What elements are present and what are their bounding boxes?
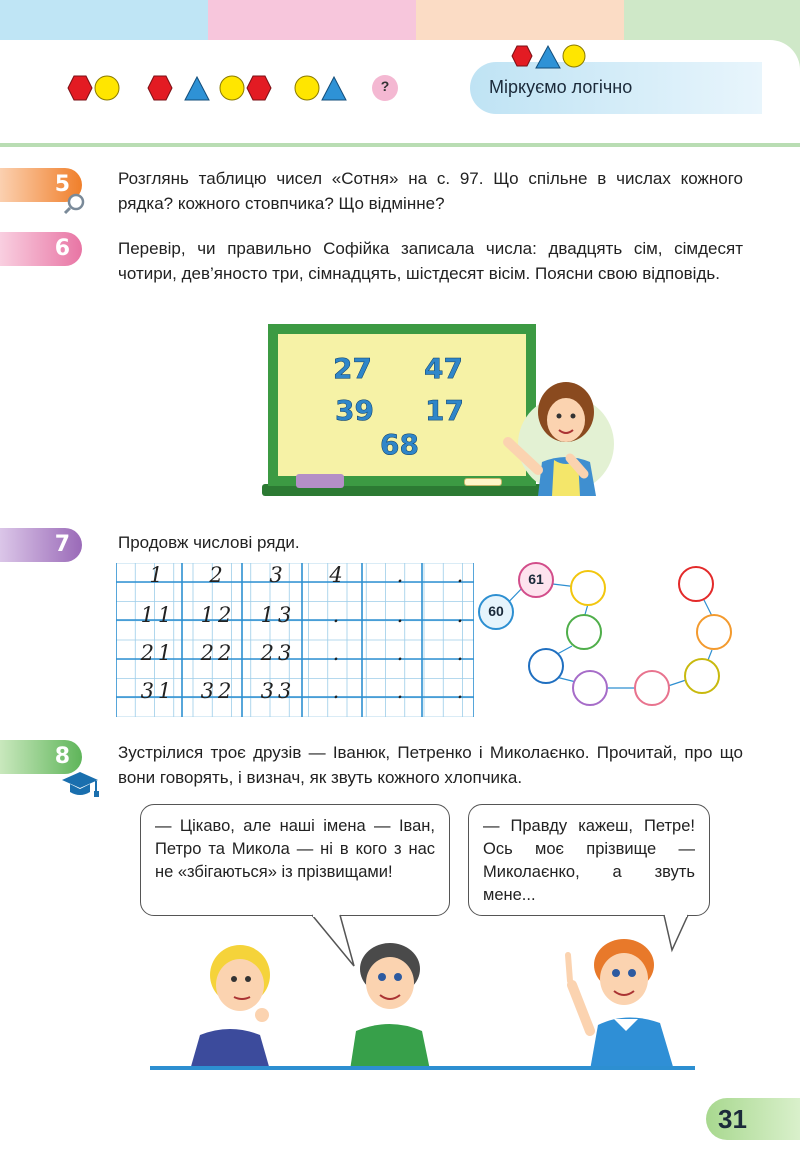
grid-cell: 2 [209, 563, 227, 587]
task-8-text: Зустрілися троє друзів — Іванюк, Петренко і Миколаєнко. Прочитай, про що вони говорять, і визнач, як звуть кожного хлопчика. [118, 743, 743, 787]
shape-sequence [60, 68, 420, 108]
chain-circle [635, 671, 669, 705]
grid-cell: 12 [200, 603, 236, 627]
task-number-6: 6 [0, 232, 82, 266]
chain-circle [573, 671, 607, 705]
header-divider [0, 143, 800, 147]
shape-group-1 [68, 76, 119, 100]
boy-ivaniuk [190, 945, 270, 1070]
grid-cell: 13 [260, 603, 296, 627]
task-number-7: 7 [0, 528, 82, 562]
grid-cell: . [456, 679, 468, 703]
board-eraser [296, 474, 344, 488]
grid-cell: 3 [269, 563, 287, 587]
shape-group-4 [295, 76, 346, 100]
task-7-text: Продовж числові ряди. [118, 533, 300, 552]
top-strip-blue [0, 0, 208, 40]
tag-shapes [508, 42, 592, 70]
floor-line [150, 1066, 695, 1070]
grid-cell: . [332, 641, 344, 665]
shape-group-3 [220, 76, 271, 100]
task-number-5: 5 [0, 168, 82, 202]
grid-cell: 23 [260, 641, 296, 665]
grid-cell: 31 [140, 679, 176, 703]
shape-group-2 [148, 76, 209, 100]
chain-value-60: 60 [488, 603, 504, 619]
grid-cell: 1 [149, 563, 167, 587]
number-chain [476, 560, 750, 710]
grid-cell: . [332, 603, 344, 627]
magnifier-icon [62, 192, 90, 216]
chain-circle [685, 659, 719, 693]
girl-illustration [486, 370, 616, 498]
grid-cell: . [396, 563, 408, 587]
task-number-8: 8 [0, 740, 82, 774]
board-number: 17 [425, 394, 464, 427]
chain-circle [571, 571, 605, 605]
speech-bubble-left: — Цікаво, але наші імена — Іван, Петро та Микола — ні в кого з нас не «збігаються» із прізвищами! [140, 804, 450, 916]
board-number: 68 [380, 428, 419, 461]
grid-cell: . [456, 603, 468, 627]
section-title: Міркуємо логічно [489, 77, 633, 97]
chain-circle [529, 649, 563, 683]
task-6-text: Перевір, чи правильно Софійка записала числа: двадцять сім, сімдесят чотири, дев’яносто три, сімнадцять, шістдесят вісім. Поясни свою відповідь. [118, 239, 743, 283]
grid-content [116, 563, 474, 717]
grid-cell: 33 [260, 679, 296, 703]
chain-circle [697, 615, 731, 649]
boy-petrenko [350, 943, 430, 1070]
boys-illustration [150, 935, 710, 1070]
grid-cell: 22 [200, 641, 236, 665]
grid-cell: 32 [200, 679, 236, 703]
grid-cell: . [456, 563, 468, 587]
grid-cell: 4 [329, 563, 347, 587]
top-strip-pink [208, 0, 416, 40]
speech-bubble-right: — Правду кажеш, Петре! Ось моє прізвище — Миколаєнко, а звуть мене... [468, 804, 710, 916]
grid-cell: . [396, 679, 408, 703]
grid-cell: . [332, 679, 344, 703]
grid-cell: . [396, 641, 408, 665]
top-strip-peach [416, 0, 624, 40]
chain-value-61: 61 [528, 571, 544, 587]
board-number: 47 [424, 352, 463, 385]
page-number: 31 [718, 1104, 747, 1134]
grid-cell: 11 [140, 603, 176, 627]
question-mark: ? [380, 78, 390, 94]
board-number: 39 [335, 394, 374, 427]
top-strip-green [624, 0, 800, 40]
graduation-cap-icon [62, 768, 102, 800]
grid-cell: 21 [140, 641, 176, 665]
chain-circle [567, 615, 601, 649]
grid-cell: . [396, 603, 408, 627]
boy-mykolaienko [568, 939, 674, 1070]
grid-cell: . [456, 641, 468, 665]
board-number: 27 [333, 352, 372, 385]
chain-circle [679, 567, 713, 601]
task-5-text: Розглянь таблицю чисел «Сотня» на с. 97. Що спільне в числах кожного рядка? кожного стовпчика? Що відмінне? [118, 169, 743, 213]
